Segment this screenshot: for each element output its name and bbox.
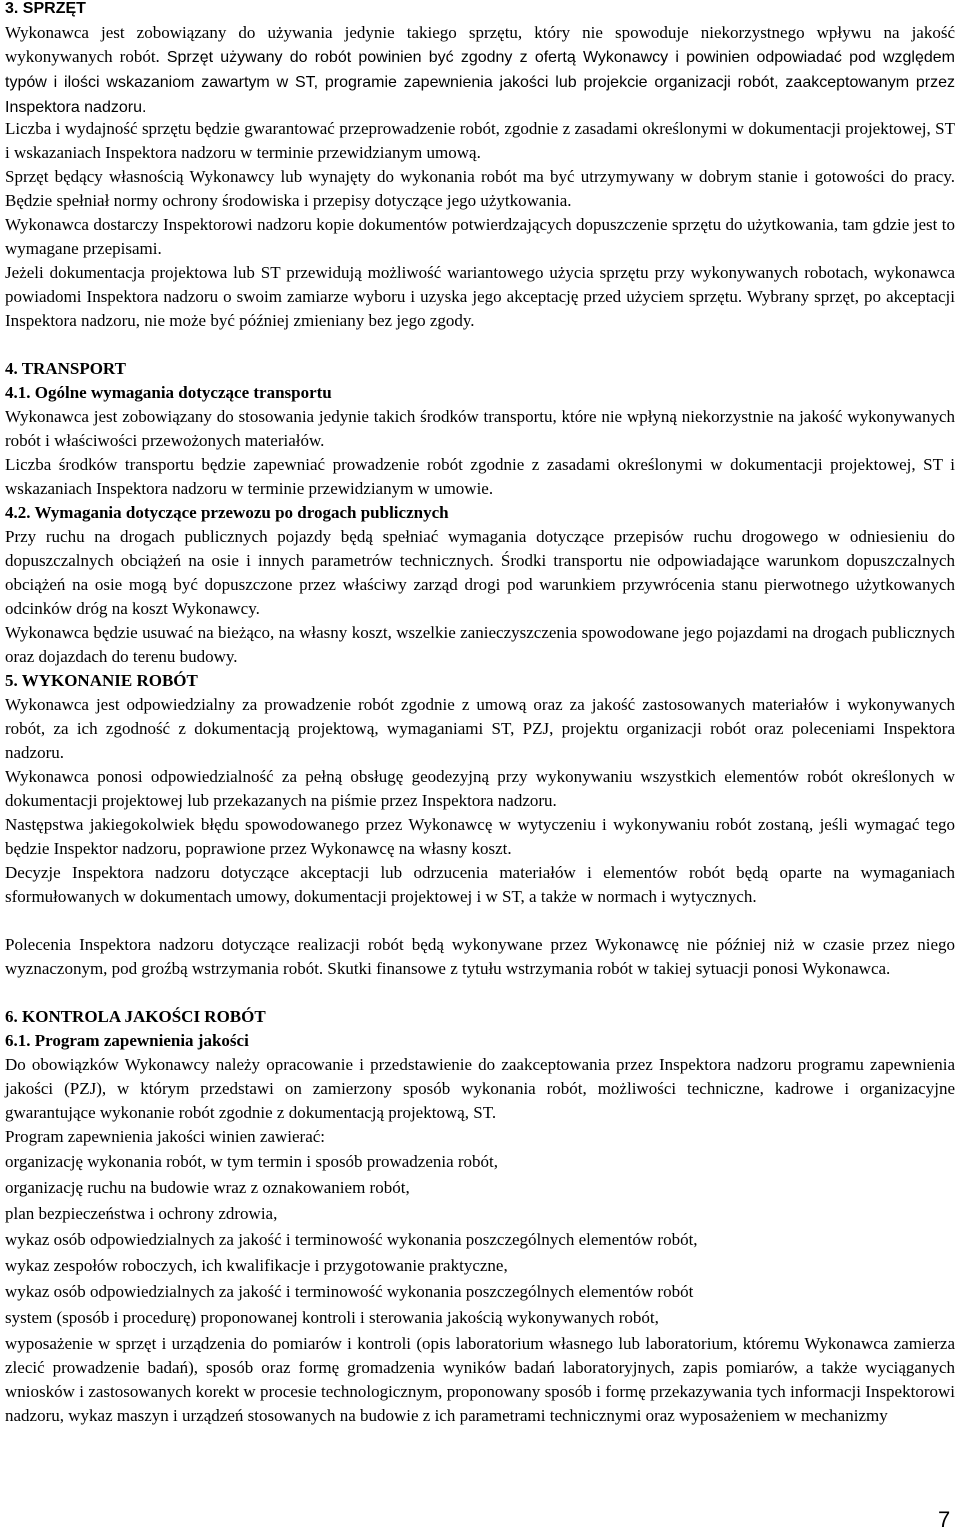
page-number: 7: [938, 1507, 951, 1532]
section-3-paragraph-1: [5, 21, 955, 120]
section-4-paragraph-1: Wykonawca jest zobowiązany do stosowania jedynie takich środków transportu, które nie wpłyną niekorzystnie na jakość wykonywanych robót i właściwości przewożonych materiałów.: [5, 407, 955, 450]
section-5-paragraph-2: Wykonawca ponosi odpowiedzialność za pełną obsługę geodezyjną przy wykonywaniu wszystkich elementów robót określonych w dokumentacji projektowej lub przekazanych na piśmie przez Inspektora nadzoru.: [5, 767, 955, 810]
section-6-paragraph-1: Do obowiązków Wykonawcy należy opracowanie i przedstawienie do zaakceptowania przez Inspektora nadzoru programu zapewnienia jakości (PZJ), w którym przedstawi on zamierzony sposób wykonania robót, możliwości techniczne, kadrowe i organizacyjne gwarantujące wykonanie robót zgodnie z dokumentacją projektową, ST.: [5, 1055, 955, 1122]
section-6-heading: 6. KONTROLA JAKOŚCI ROBÓT: [5, 1007, 266, 1026]
pzj-list-item: system (sposób i procedurę) proponowanej kontroli i sterowania jakością wykonywanych robót,: [5, 1308, 659, 1327]
pzj-list-item: wykaz osób odpowiedzialnych za jakość i terminowość wykonania poszczególnych elementów robót: [5, 1282, 694, 1301]
section-3-paragraph-1-serif: Wykonawca jest zobowiązany do używania jedynie takiego sprzętu, który nie spowoduje niekorzystnego wpływu na jakość wykonywanych robót.: [5, 23, 955, 66]
section-3-paragraph-3: Sprzęt będący własnością Wykonawcy lub wynajęty do wykonania robót ma być utrzymywany w dobrym stanie i gotowości do pracy. Będzie spełniał normy ochrony środowiska i przepisy dotyczące jego użytkowania.: [5, 167, 955, 210]
pzj-list-item: wykaz osób odpowiedzialnych za jakość i terminowość wykonania poszczególnych elementów robót,: [5, 1230, 698, 1249]
section-6-paragraph-3: wyposażenie w sprzęt i urządzenia do pomiarów i kontroli (opis laboratorium własnego lub laboratorium, któremu Wykonawca zamierza zlecić prowadzenie badań), sposób oraz formę gromadzenia wyników badań laboratoryjnych, zapis pomiarów, a także wyciąganych wniosków i zastosowanych korekt w procesie technologicznym, proponowany sposób i formę przekazywania tych informacji Inspektorowi nadzoru, wykaz maszyn i urządzeń stosowanych na budowie z ich parametrami technicznymi oraz wyposażeniem w mechanizmy: [5, 1334, 955, 1425]
section-3-paragraph-1-sans: Sprzęt używany do robót powinien być zgodny z ofertą Wykonawcy i powinien odpowiadać pod względem typów i ilości wskazaniom zawartym w ST, programie zapewnienia jakości lub projekcie organizacji robót, zaakceptowanym przez Inspektora nadzoru.: [5, 49, 956, 116]
section-4-heading: 4. TRANSPORT: [5, 359, 126, 378]
section-4-paragraph-3: Przy ruchu na drogach publicznych pojazdy będą spełniać wymagania dotyczące przepisów ruchu drogowego w odniesieniu do dopuszczalnych obciążeń na osie i innych parametrów technicznych. Środki transportu nie odpowiadające warunkom dopuszczalnych obciążeń na osie mogą być dopuszczone przez właściwy zarząd drogi pod warunkiem przywrócenia stanu pierwotnego użytkowanych odcinków dróg na koszt Wykonawcy.: [5, 527, 955, 618]
section-3-paragraph-5: Jeżeli dokumentacja projektowa lub ST przewidują możliwość wariantowego użycia sprzętu przy wykonywanych robotach, wykonawca powiadomi Inspektora nadzoru o swoim zamiarze wyboru i uzyska jego akceptację przed użyciem sprzętu. Wybrany sprzęt, po akceptacji Inspektora nadzoru, nie może być później zmieniany bez jego zgody.: [5, 263, 955, 330]
section-5-paragraph-1: Wykonawca jest odpowiedzialny za prowadzenie robót zgodnie z umową oraz za jakość zastosowanych materiałów i wykonywanych robót, za ich zgodność z dokumentacją projektową, wymaganiami ST, PZJ, projektu organizacji robót oraz poleceniami Inspektora nadzoru.: [5, 695, 955, 762]
section-6-paragraph-2: Program zapewnienia jakości winien zawierać:: [5, 1127, 326, 1146]
section-5-paragraph-5: Polecenia Inspektora nadzoru dotyczące realizacji robót będą wykonywane przez Wykonawcę nie później niż w czasie przez niego wyznaczonym, pod groźbą wstrzymania robót. Skutki finansowe z tytułu wstrzymania robót w takiej sytuacji ponosi Wykonawca.: [5, 935, 955, 978]
section-5-paragraph-3: Następstwa jakiegokolwiek błędu spowodowanego przez Wykonawcę w wytyczeniu i wykonywaniu robót zostaną, jeśli wymagać tego będzie Inspektor nadzoru, poprawione przez Wykonawcę na własny koszt.: [5, 815, 955, 858]
section-3-heading: 3. SPRZĘT: [5, 0, 86, 17]
section-4-1-heading: 4.1. Ogólne wymagania dotyczące transportu: [5, 383, 332, 402]
section-5-heading: 5. WYKONANIE ROBÓT: [5, 671, 198, 690]
section-4-2-heading: 4.2. Wymagania dotyczące przewozu po drogach publicznych: [5, 503, 449, 522]
section-6-1-heading: 6.1. Program zapewnienia jakości: [5, 1031, 249, 1050]
pzj-list-item: organizację ruchu na budowie wraz z oznakowaniem robót,: [5, 1178, 410, 1197]
pzj-list-item: plan bezpieczeństwa i ochrony zdrowia,: [5, 1204, 278, 1223]
section-5-paragraph-4: Decyzje Inspektora nadzoru dotyczące akceptacji lub odrzucenia materiałów i elementów robót będą oparte na wymaganiach sformułowanych w dokumentach umowy, dokumentacji projektowej i w ST, a także w normach i wytycznych.: [5, 863, 955, 906]
section-3-paragraph-2: Liczba i wydajność sprzętu będzie gwarantować przeprowadzenie robót, zgodnie z zasadami określonymi w dokumentacji projektowej, ST i wskazaniach Inspektora nadzoru w terminie przewidzianym umową.: [5, 119, 955, 162]
pzj-list-item: wykaz zespołów roboczych, ich kwalifikacje i przygotowanie praktyczne,: [5, 1256, 508, 1275]
section-4-paragraph-2: Liczba środków transportu będzie zapewniać prowadzenie robót zgodnie z zasadami określonymi w dokumentacji projektowej, ST i wskazaniach Inspektora nadzoru w terminie przewidzianym w umowie.: [5, 455, 955, 498]
section-3-paragraph-4: Wykonawca dostarczy Inspektorowi nadzoru kopie dokumentów potwierdzających dopuszczenie sprzętu do użytkowania, tam gdzie jest to wymagane przepisami.: [5, 215, 955, 258]
section-4-paragraph-4: Wykonawca będzie usuwać na bieżąco, na własny koszt, wszelkie zanieczyszczenia spowodowane jego pojazdami na drogach publicznych oraz dojazdach do terenu budowy.: [5, 623, 955, 666]
pzj-list-item: organizację wykonania robót, w tym termin i sposób prowadzenia robót,: [5, 1152, 499, 1171]
